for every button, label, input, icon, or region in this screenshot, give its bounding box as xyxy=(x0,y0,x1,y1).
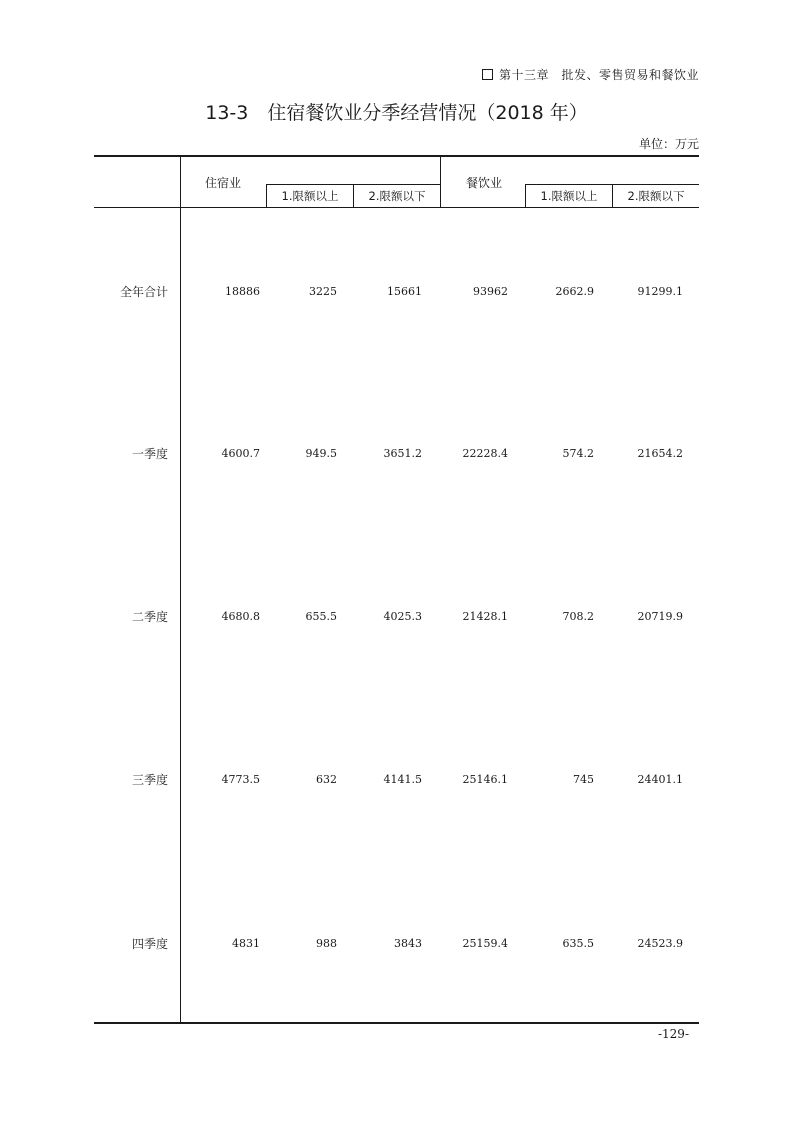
group-divider xyxy=(440,155,441,208)
table-cell: 745 xyxy=(573,773,594,786)
table-cell: 4025.3 xyxy=(383,610,422,623)
table-cell: 3843 xyxy=(394,937,422,950)
table-cell: 4680.8 xyxy=(221,610,260,623)
table-cell: 18886 xyxy=(225,285,260,298)
table-bottom-rule xyxy=(94,1022,699,1024)
table-cell: 4141.5 xyxy=(383,773,422,786)
table-cell: 25146.1 xyxy=(462,773,508,786)
header-catering: 餐饮业 xyxy=(466,176,503,190)
header-accommodation: 住宿业 xyxy=(205,176,242,190)
table-cell: 632 xyxy=(316,773,337,786)
table-cell: 2662.9 xyxy=(555,285,594,298)
table-cell: 708.2 xyxy=(562,610,594,623)
table-cell: 988 xyxy=(316,937,337,950)
page-number: -129- xyxy=(657,1027,689,1041)
table-cell: 4773.5 xyxy=(221,773,260,786)
page-title: 13-3 住宿餐饮业分季经营情况（2018 年） xyxy=(205,102,588,124)
row-label: 三季度 xyxy=(131,773,168,787)
header-catering-below-quota: 2.限额以下 xyxy=(627,189,685,203)
table-cell: 4600.7 xyxy=(221,447,260,460)
table-cell: 20719.9 xyxy=(637,610,683,623)
table-cell: 3225 xyxy=(309,285,337,298)
header-accommodation-below-quota: 2.限额以下 xyxy=(368,189,426,203)
row-label: 一季度 xyxy=(131,447,168,461)
table-cell: 635.5 xyxy=(562,937,594,950)
table-cell: 21654.2 xyxy=(637,447,683,460)
table-cell: 655.5 xyxy=(305,610,337,623)
header-catering-above-quota: 1.限额以上 xyxy=(540,189,598,203)
table-cell: 24523.9 xyxy=(637,937,683,950)
table-cell: 3651.2 xyxy=(383,447,422,460)
table-cell: 22228.4 xyxy=(462,447,508,460)
table-cell: 574.2 xyxy=(562,447,594,460)
row-label: 全年合计 xyxy=(119,285,168,299)
table-cell: 24401.1 xyxy=(637,773,683,786)
row-label: 四季度 xyxy=(131,937,168,951)
table-header-rule xyxy=(94,207,699,208)
table-cell: 93962 xyxy=(473,285,508,298)
table-cell: 25159.4 xyxy=(462,937,508,950)
table-top-rule xyxy=(94,155,699,157)
unit-label: 单位：万元 xyxy=(638,137,699,151)
header-accommodation-above-quota: 1.限额以上 xyxy=(281,189,339,203)
chapter-title: 第十三章 批发、零售贸易和餐饮业 xyxy=(498,68,699,82)
table-cell: 21428.1 xyxy=(462,610,508,623)
table-cell: 91299.1 xyxy=(637,285,683,298)
table-cell: 15661 xyxy=(387,285,422,298)
table-cell: 949.5 xyxy=(305,447,337,460)
table-cell: 4831 xyxy=(232,937,260,950)
row-label: 二季度 xyxy=(131,610,168,624)
chapter-header xyxy=(482,66,699,83)
stub-divider xyxy=(180,155,181,1023)
square-bullet-icon xyxy=(482,69,493,80)
